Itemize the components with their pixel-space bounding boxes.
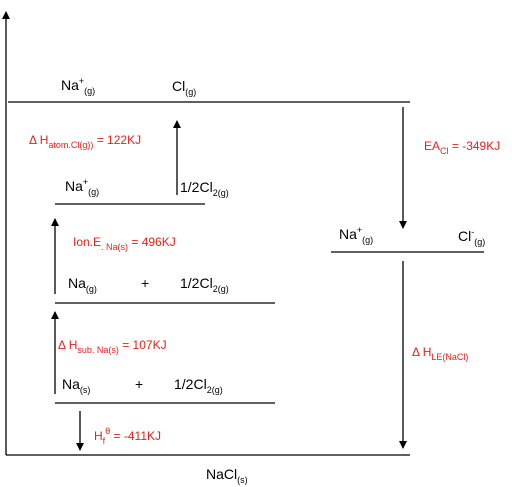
species-half-cl2-low: $1/2Cl_{2(g)}$	[180, 275, 229, 294]
species-cl-top: $Cl_{(g)}$	[172, 78, 197, 97]
species-na-plus-right: $Na^+_{(g)}$	[339, 225, 374, 245]
label-electron-affinity: $EA_{Cl} = -349KJ$	[424, 139, 501, 156]
species-cl-minus-right: $Cl^-_{(g)}$	[458, 227, 486, 247]
species-na-plus-mid: $Na^+_{(g)}$	[65, 177, 100, 197]
label-atomisation-energy: Δ $H_{atom.Cl(g))} = 122KJ$	[29, 133, 142, 150]
species-half-cl2-mid: $1/2Cl_{2(g)}$	[180, 179, 229, 198]
species-na-s: $Na_{(s)}$	[62, 376, 91, 395]
label-lattice-energy: Δ $H_{LE(NaCl)}$	[412, 345, 469, 362]
label-sublimation-energy: Δ $H_{sub. Na(s)} = 107KJ$	[58, 338, 167, 355]
species-na-g: $Na_{(g)}$	[68, 275, 97, 294]
species-nacl: NaCl$_{(s)}$	[206, 466, 248, 485]
species-na-plus-top: $Na^+_{(g)}$	[61, 76, 96, 96]
label-ionisation-energy: $Ion.E_{. Na(s)} = 496KJ$	[73, 235, 176, 252]
plus-sign-1: +	[141, 275, 150, 291]
label-formation-enthalpy: $H_f^\theta = -411KJ$	[94, 426, 162, 446]
species-half-cl2-bottom: $1/2Cl_{2(g)}$	[174, 376, 223, 395]
plus-sign-2: +	[135, 376, 144, 392]
